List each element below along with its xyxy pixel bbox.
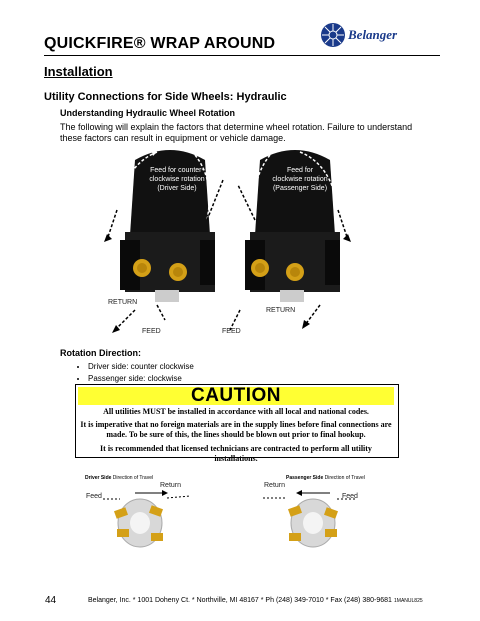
- passenger-side-label: [286, 475, 365, 481]
- page-number: 44: [45, 595, 57, 606]
- footer-address: Belanger, Inc. * 1001 Doheny Ct. * Northville, MI 48167 * Ph (248) 349-7010 * Fax (248) 380-9681: [88, 597, 392, 604]
- caution-line: All utilities MUST be installed in accordance with all local and national codes.: [103, 407, 369, 416]
- belanger-logo: [320, 22, 432, 48]
- section-subtitle: Utility Connections for Side Wheels: Hydraulic: [44, 91, 287, 103]
- return-label: RETURN: [266, 307, 296, 314]
- list-item: • Driver side: counter clockwise: [88, 361, 194, 373]
- callout-line: (Driver Side): [157, 185, 197, 192]
- callout-line: clockwise rotation: [149, 176, 205, 183]
- callout-line: clockwise rotation: [272, 176, 328, 183]
- return-label: RETURN: [108, 299, 138, 306]
- driver-side-label: [85, 475, 153, 481]
- header-rule: [44, 55, 440, 56]
- rotation-list: [60, 361, 194, 385]
- document-code: 1MANUL825: [394, 598, 423, 604]
- passenger-return-label: Return: [264, 482, 286, 489]
- passenger-wheel-diagram: [245, 483, 365, 563]
- caution-line: It is imperative that no foreign materials are in the supply lines before final connections are made. To be sure of this, the lines should be blown out prior to final hookup.: [80, 420, 392, 439]
- page-title: QUICKFIRE® WRAP AROUND: [44, 35, 276, 52]
- callout-line: Feed for: [286, 167, 314, 174]
- driver-side-bold: Driver Side: [85, 475, 112, 481]
- driver-wheel-illustration: [95, 483, 215, 563]
- driver-feed-callout: [137, 166, 217, 193]
- subheading: Understanding Hydraulic Wheel Rotation: [60, 108, 236, 118]
- logo-text: Belanger: [348, 27, 398, 42]
- passenger-feed-label: Feed: [342, 493, 358, 500]
- driver-feed-label: Feed: [86, 493, 102, 500]
- driver-side-direction: Direction of Travel: [111, 475, 154, 481]
- list-item: • Passenger side: clockwise: [88, 373, 194, 385]
- caution-line: It is recommended that licensed technicians are contracted to perform all utility installations.: [100, 444, 372, 463]
- driver-wheel-diagram: [95, 483, 215, 563]
- rotation-heading: Rotation Direction:: [60, 348, 141, 358]
- passenger-feed-callout: [260, 166, 340, 193]
- feed-label: FEED: [142, 328, 161, 335]
- driver-return-label: Return: [160, 482, 182, 489]
- caution-header: CAUTION: [78, 387, 394, 405]
- feed-label: FEED: [222, 328, 241, 335]
- intro-text: The following will explain the factors that determine wheel rotation. Failure to understand these factors can result in equipment or vehicle damage.: [60, 122, 413, 143]
- passenger-side-bold: Passenger Side: [286, 475, 324, 481]
- callout-line: (Passenger Side): [272, 185, 328, 192]
- passenger-wheel-illustration: [245, 483, 365, 563]
- section-title: Installation: [44, 64, 113, 79]
- passenger-side-direction: Direction of Travel: [323, 475, 365, 481]
- callout-line: Feed for counter-: [150, 167, 204, 174]
